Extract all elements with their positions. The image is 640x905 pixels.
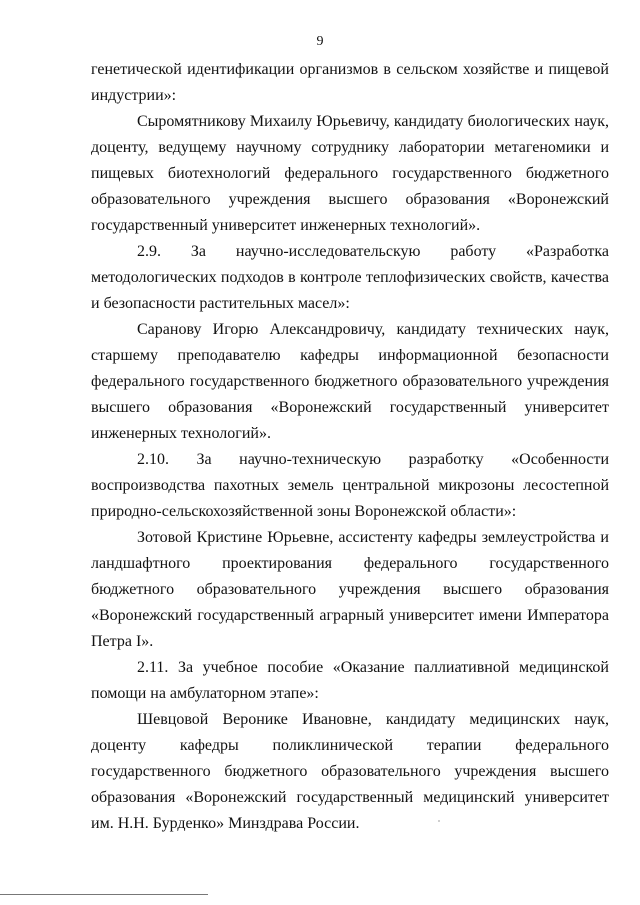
- paragraph-award-2-9: 2.9. За научно-исследовательскую работу «Разработка методологических подходов в контроле теплофизических свойств, качества и безопасности растительных масел»:: [91, 243, 609, 312]
- paragraph-saranov: Саранову Игорю Александровичу, кандидату технических наук, старшему преподавателю кафедры информационной безопасности федерального государственного бюджетного образовательного учреждения высшего образования «Воронежский государственный университет инженерных технологий».: [91, 321, 609, 442]
- paragraph-genetic-identification: генетической идентификации организмов в сельском хозяйстве и пищевой индустрии»:: [91, 61, 609, 104]
- paragraph-award-2-10: 2.10. За научно-техническую разработку «Особенности воспроизводства пахотных земель центральной микрозоны лесостепной природно-сельскохозяйственной зоны Воронежской области»:: [91, 451, 609, 520]
- footer-rule: [0, 894, 208, 895]
- document-body: [91, 57, 609, 837]
- paragraph-syromyatnikov: Сыромятникову Михаилу Юрьевичу, кандидату биологических наук, доценту, ведущему научному сотруднику лаборатории метагеномики и пищевых биотехнологий федерального государственного бюджетного образовательного учреждения высшего образования «Воронежский государственный университет инженерных технологий».: [91, 113, 609, 234]
- paragraph-zotova: Зотовой Кристине Юрьевне, ассистенту кафедры землеустройства и ландшафтного проектирования федерального государственного бюджетного образовательного учреждения высшего образования «Воронежский государственный аграрный университет имени Императора Петра I».: [91, 529, 609, 650]
- page-number: 9: [316, 34, 324, 49]
- scan-speck: [438, 820, 440, 822]
- paragraph-shevtsova: Шевцовой Веронике Ивановне, кандидату медицинских наук, доценту кафедры поликлинической терапии федерального государственного бюджетного образовательного учреждения высшего образования «Воронежский государственный медицинский университет им. Н.Н. Бурденко» Минздрава России.: [91, 711, 609, 832]
- paragraph-award-2-11: 2.11. За учебное пособие «Оказание паллиативной медицинской помощи на амбулаторном этапе»:: [91, 659, 609, 702]
